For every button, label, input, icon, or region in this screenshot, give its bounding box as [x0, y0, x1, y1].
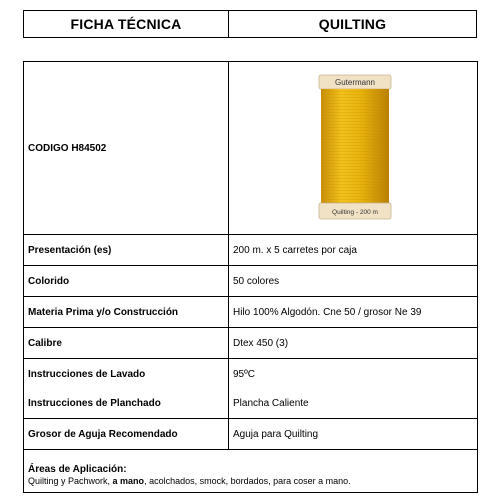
applications-text-start: Quilting y Pachwork, [28, 475, 113, 486]
table-row [24, 235, 478, 266]
header-category: QUILTING [318, 16, 387, 32]
iron-label: Instrucciones de Planchado [28, 397, 161, 409]
row-label: Grosor de Aguja Recomendado [24, 419, 229, 450]
row-label: Materia Prima y/o Construcción [24, 297, 229, 328]
row-label: Calibre [24, 328, 229, 359]
spec-table [23, 61, 478, 493]
sheet-header [23, 10, 477, 38]
wash-label: Instrucciones de Lavado [28, 368, 146, 380]
applications-text-end: , acolchados, smock, bordados, para coser a mano. [144, 475, 351, 486]
row-value: Dtex 450 (3) [229, 328, 478, 359]
care-values-cell [229, 359, 478, 419]
header-title: FICHA TÉCNICA [24, 11, 229, 37]
applications-cell [24, 450, 478, 493]
applications-text [28, 476, 477, 486]
thread-spool-image [315, 73, 395, 223]
applications-text-bold: a mano [112, 475, 145, 486]
product-image-cell [229, 62, 478, 235]
applications-title: Áreas de Aplicación: [28, 463, 127, 475]
spool-brand: Gutermann [334, 78, 376, 87]
table-row [24, 266, 478, 297]
table-row [24, 62, 478, 235]
table-row [24, 328, 478, 359]
row-value: 50 colores [229, 266, 478, 297]
table-row [24, 419, 478, 450]
row-label: Colorido [24, 266, 229, 297]
table-row [24, 297, 478, 328]
wash-value: 95ºC [233, 368, 255, 380]
table-row [24, 450, 478, 493]
care-labels-cell [24, 359, 229, 419]
table-row [24, 359, 478, 419]
row-value: Hilo 100% Algodón. Cne 50 / grosor Ne 39 [229, 297, 478, 328]
spool-label: Quilting - 200 m [332, 209, 378, 216]
row-value: 200 m. x 5 carretes por caja [229, 235, 478, 266]
product-code: CODIGO H84502 [24, 62, 229, 235]
row-value: Aguja para Quilting [229, 419, 478, 450]
row-label: Presentación (es) [24, 235, 229, 266]
iron-value: Plancha Caliente [233, 397, 309, 409]
